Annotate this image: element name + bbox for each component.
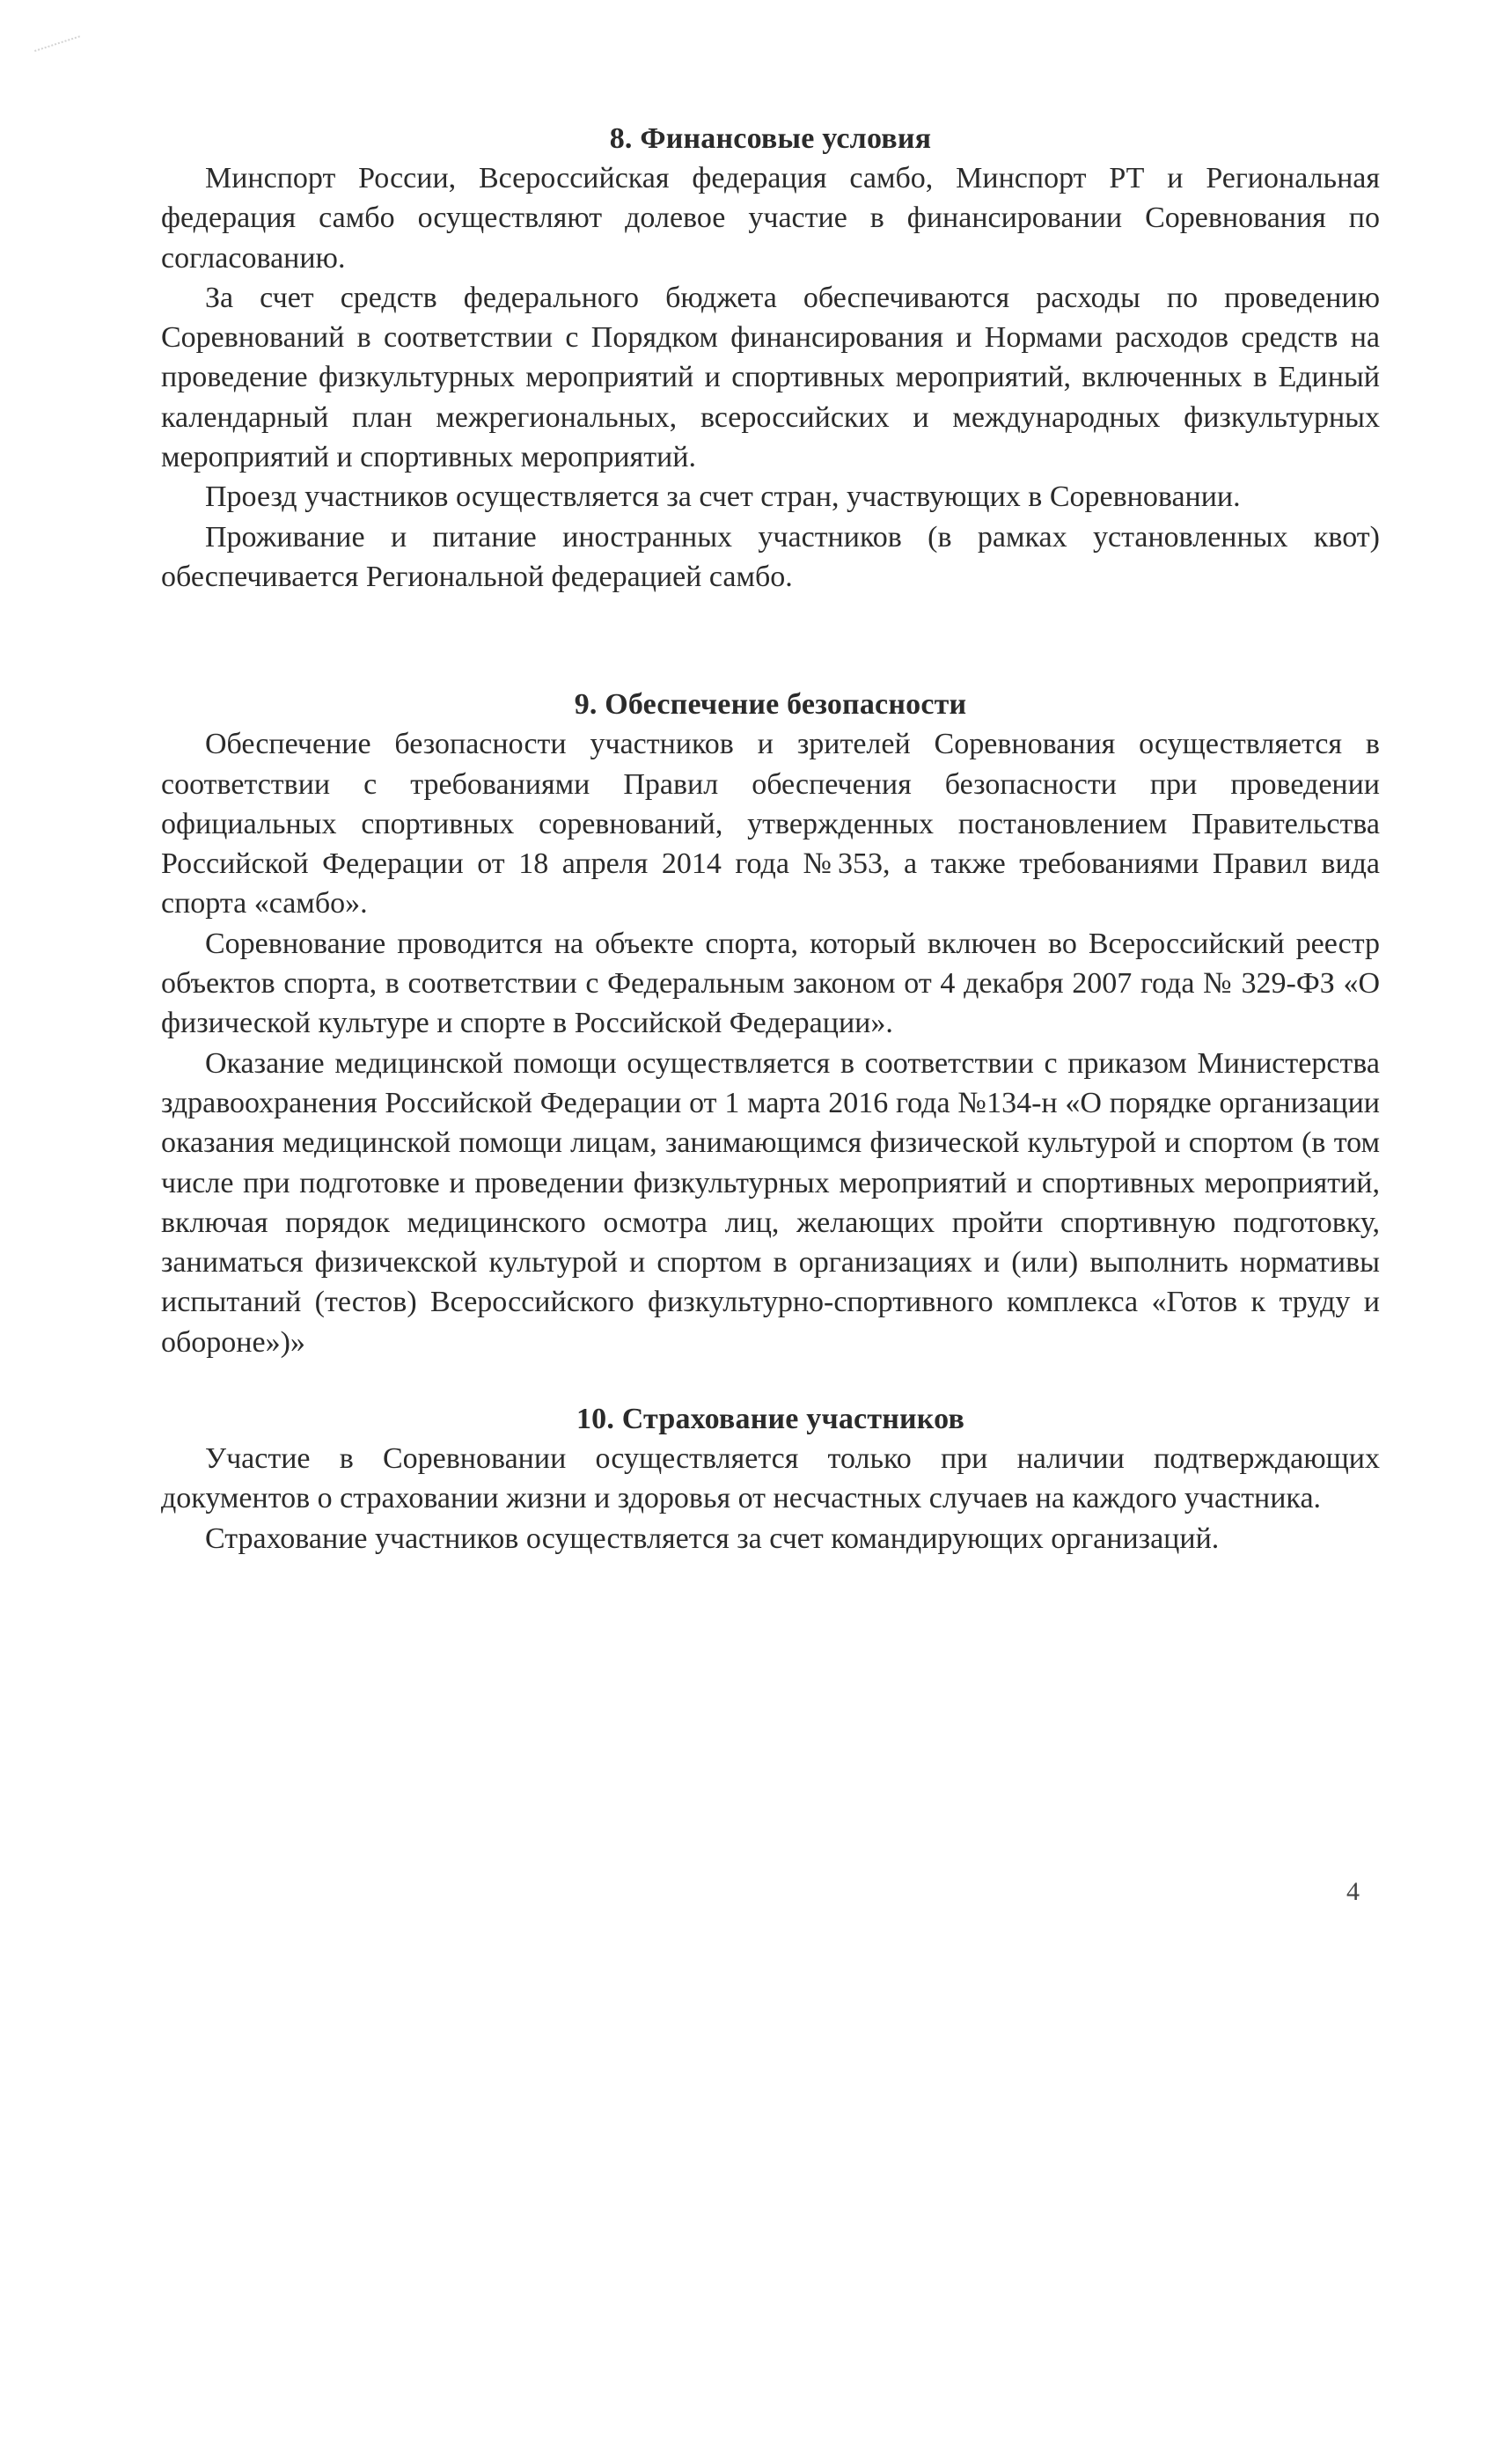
paragraph: Участие в Соревновании осуществляется только при наличии подтверждающих документов о страховании жизни и здоровья от несчастных случаев на каждого участника.: [161, 1442, 1380, 1515]
paragraph: Проезд участников осуществляется за счет стран, участвующих в Соревновании.: [205, 480, 1241, 514]
paragraph: Проживание и питание иностранных участников (в рамках установленных квот) обеспечивается Региональной федерацией самбо.: [161, 520, 1380, 593]
section-security: [161, 685, 1380, 1362]
section-insurance: [161, 1399, 1380, 1558]
section-heading: 8. Финансовые условия: [609, 122, 932, 155]
section-financial-conditions: [161, 119, 1380, 597]
paragraph: За счет средств федерального бюджета обеспечиваются расходы по проведению Соревнований в соответствии с Порядком финансирования и Нормами расходов средств на проведение физкультурных мероприятий и спортивных мероприятий, включенных в Единый календарный план межрегиональных, всероссийских и международных физкультурных мероприятий и спортивных мероприятий.: [161, 281, 1380, 474]
page-number: 4: [1346, 1877, 1360, 1906]
paragraph: Обеспечение безопасности участников и зрителей Соревнования осуществляется в соответствии с требованиями Правил обеспечения безопасности при проведении официальных спортивных соревнований, утвержденных постановлением Правительства Российской Федерации от 18 апреля 2014 года №353, а также требованиями Правил вида спорта «самбо».: [161, 728, 1380, 920]
page-body: [161, 119, 1380, 1558]
section-heading: 9. Обеспечение безопасности: [574, 688, 967, 722]
scan-artifact: [34, 35, 87, 73]
section-heading: 10. Страхование участников: [576, 1403, 965, 1436]
paragraph: Страхование участников осуществляется за счет командирующих организаций.: [205, 1522, 1220, 1555]
paragraph: Оказание медицинской помощи осуществляется в соответствии с приказом Министерства здравоохранения Российской Федерации от 1 марта 2016 года №134-н «О порядке организации оказания медицинской помощи лицам, занимающимся физической культурой и спортом (в том числе при подготовке и проведении физкультурных мероприятий и спортивных мероприятий, включая порядок медицинского осмотра лиц, желающих пройти спортивную подготовку, заниматься физичекской культурой и спортом в организациях и (или) выполнить нормативы испытаний (тестов) Всероссийского физкультурно-спортивного комплекса «Готов к труду и обороне»)»: [161, 1046, 1380, 1359]
paragraph: Минспорт России, Всероссийская федерация самбо, Минспорт РТ и Региональная федерация самбо осуществляют долевое участие в финансировании Соревнования по согласованию.: [161, 162, 1380, 275]
paragraph: Соревнование проводится на объекте спорта, который включен во Всероссийский реестр объектов спорта, в соответствии с Федеральным законом от 4 декабря 2007 года № 329-ФЗ «О физической культуре и спорте в Российской Федерации».: [161, 927, 1380, 1040]
